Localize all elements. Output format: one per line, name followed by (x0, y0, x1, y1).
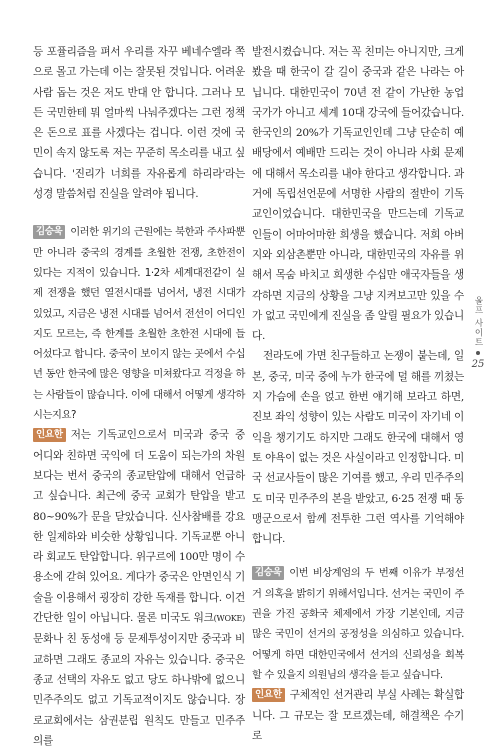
speaker-badge: 인요한 (33, 428, 66, 442)
speaker-badge: 김승욱 (33, 225, 65, 239)
left-column (33, 42, 245, 751)
interview-question: 김승욱 이러한 위기의 근원에는 북한과 주사파뿐만 아니라 중국의 경계를 초월한 전쟁, 초한전이 있다는 지적이 있습니다. 1·2차 세계대전같이 실제 전쟁을 했던 열전시대를 넘어서, 냉전 시대가 있었고, 지금은 냉전 시대를 넘어서 전선이 어디인지도 모르는, 즉 한계를 초월한 초한전 시대에 들어섰다고 합니다. 중국이 보이지 않는 곳에서 수십 년 동안 한국에 많은 영향을 미쳐왔다고 걱정을 하는 사람들이 많습니다. 이에 대해서 어떻게 생각하시는지요? (33, 226, 245, 422)
page-number: 25 (471, 359, 485, 371)
interview-question: 김승욱 이번 비상계엄의 두 번째 이유가 부정선거 의혹을 밝히기 위해서입니다. 선거는 국민이 주권을 가진 공화국 체제에서 가장 기본인데, 지금 많은 국민이 선거의 공정성을 의심하고 있습니다. 어떻게 하면 대한민국에서 선거의 신뢰성을 회복할 수 있을지 의원님의 생각을 듣고 싶습니다. (252, 567, 464, 681)
section-label: 울프 사이트 (473, 296, 483, 348)
paragraph: 발전시켰습니다. 저는 꼭 친미는 아니지만, 크게 봤을 때 한국이 갈 길이 중국과 같은 나라는 아닙니다. 대한민국이 70년 전 같이 가난한 농업 국가가 아니고 세계 10대 강국에 들어갔습니다. 한국인의 20%가 기독교인인데 그냥 단순히 예배당에서 예배만 드리는 것이 아니라 사회 문제에 대해서 목소리를 내야 한다고 생각합니다. 과거에 독립선언문에 서명한 사람의 절반이 기독교인이었습니다. 대한민국을 만드는데 기독교인들이 어마어마한 희생을 했습니다. 저희 아버지와 외삼촌뿐만 아니라, 대한민국의 자유를 위해서 목숨 바치고 희생한 수십만 애국자들을 생각하면 지금의 상황을 그냥 지켜보고만 있을 수가 없고 국민에게 진실을 좀 알릴 필요가 있습니다. (252, 46, 464, 343)
bullet-dot-icon (476, 351, 480, 355)
page-sidebar (466, 296, 490, 370)
interview-answer: 인요한 구체적인 선거관리 부실 사례는 확실합니다. 그 규모는 잘 모르겠는데, 해결책은 수기로 (252, 689, 464, 742)
speaker-badge: 김승욱 (252, 566, 284, 580)
paragraph: 등 포퓰리즘을 펴서 우리를 자꾸 베네수엘라 쪽으로 몰고 가는데 이는 잘못된 것입니다. 어려운 사람 돕는 것은 저도 반대 안 합니다. 그러나 모든 국민한테 뭐 얼마씩 나눠주겠다는 그런 정책은 돈으로 표를 사겠다는 겁니다. 이런 것에 국민이 속지 않도록 저는 꾸준히 목소리를 내고 싶습니다. '진리가 너희를 자유롭게 하리라'라는 성경 말씀처럼 진실을 알려야 됩니다. (33, 46, 245, 201)
right-column (252, 42, 464, 746)
speaker-badge: 인요한 (252, 688, 285, 702)
interview-answer: 인요한 저는 기독교인으로서 미국과 중국 중 어디와 친하면 국익에 더 도움이 되는가의 차원보다는 번서 중국의 종교탄압에 대해서 언급하고 싶습니다. 최근에 중국 교회가 탄압을 받고 80~90%가 문을 닫았습니다. 신사참배를 강요한 일제하와 비슷한 상황입니다. 기독교뿐 아니라 회교도 탄압합니다. 위구르에 100만 명이 수용소에 갇혀 있어요. 게다가 중국은 안면인식 기술을 이용해서 굉장히 강한 독재를 합니다. 이건 간단한 일이 아닙니다. 물론 미국도 워크(WOKE) 문화나 친 동성애 등 문제투성이지만 중국과 비교하면 그래도 종교의 자유는 있습니다. 중국은 종교 선택의 자유도 없고 당도 하나밖에 없으니 민주주의도 없고 기독교적이지도 않습니다. 장로교회에서는 삼권분립 원칙도 만들고 민주주의를 (33, 429, 245, 747)
paragraph: 전라도에 가면 친구들하고 논쟁이 붙는데, 일본, 중국, 미국 중에 누가 한국에 덜 해를 끼쳤는지 가슴에 손을 얹고 한번 얘기해 보라고 하면, 진보 좌익 성향이 있는 사람도 미국이 자기네 이익을 챙기기도 하지만 그래도 한국에 대해서 영토 야욕이 없는 것은 사실이라고 인정합니다. 미국 선교사들이 많은 기여를 했고, 우리 민주주의도 미국 민주주의 본을 받았고, 6·25 전쟁 때 동맹군으로서 함께 전투한 그런 역사를 기억해야 합니다. (252, 350, 464, 546)
